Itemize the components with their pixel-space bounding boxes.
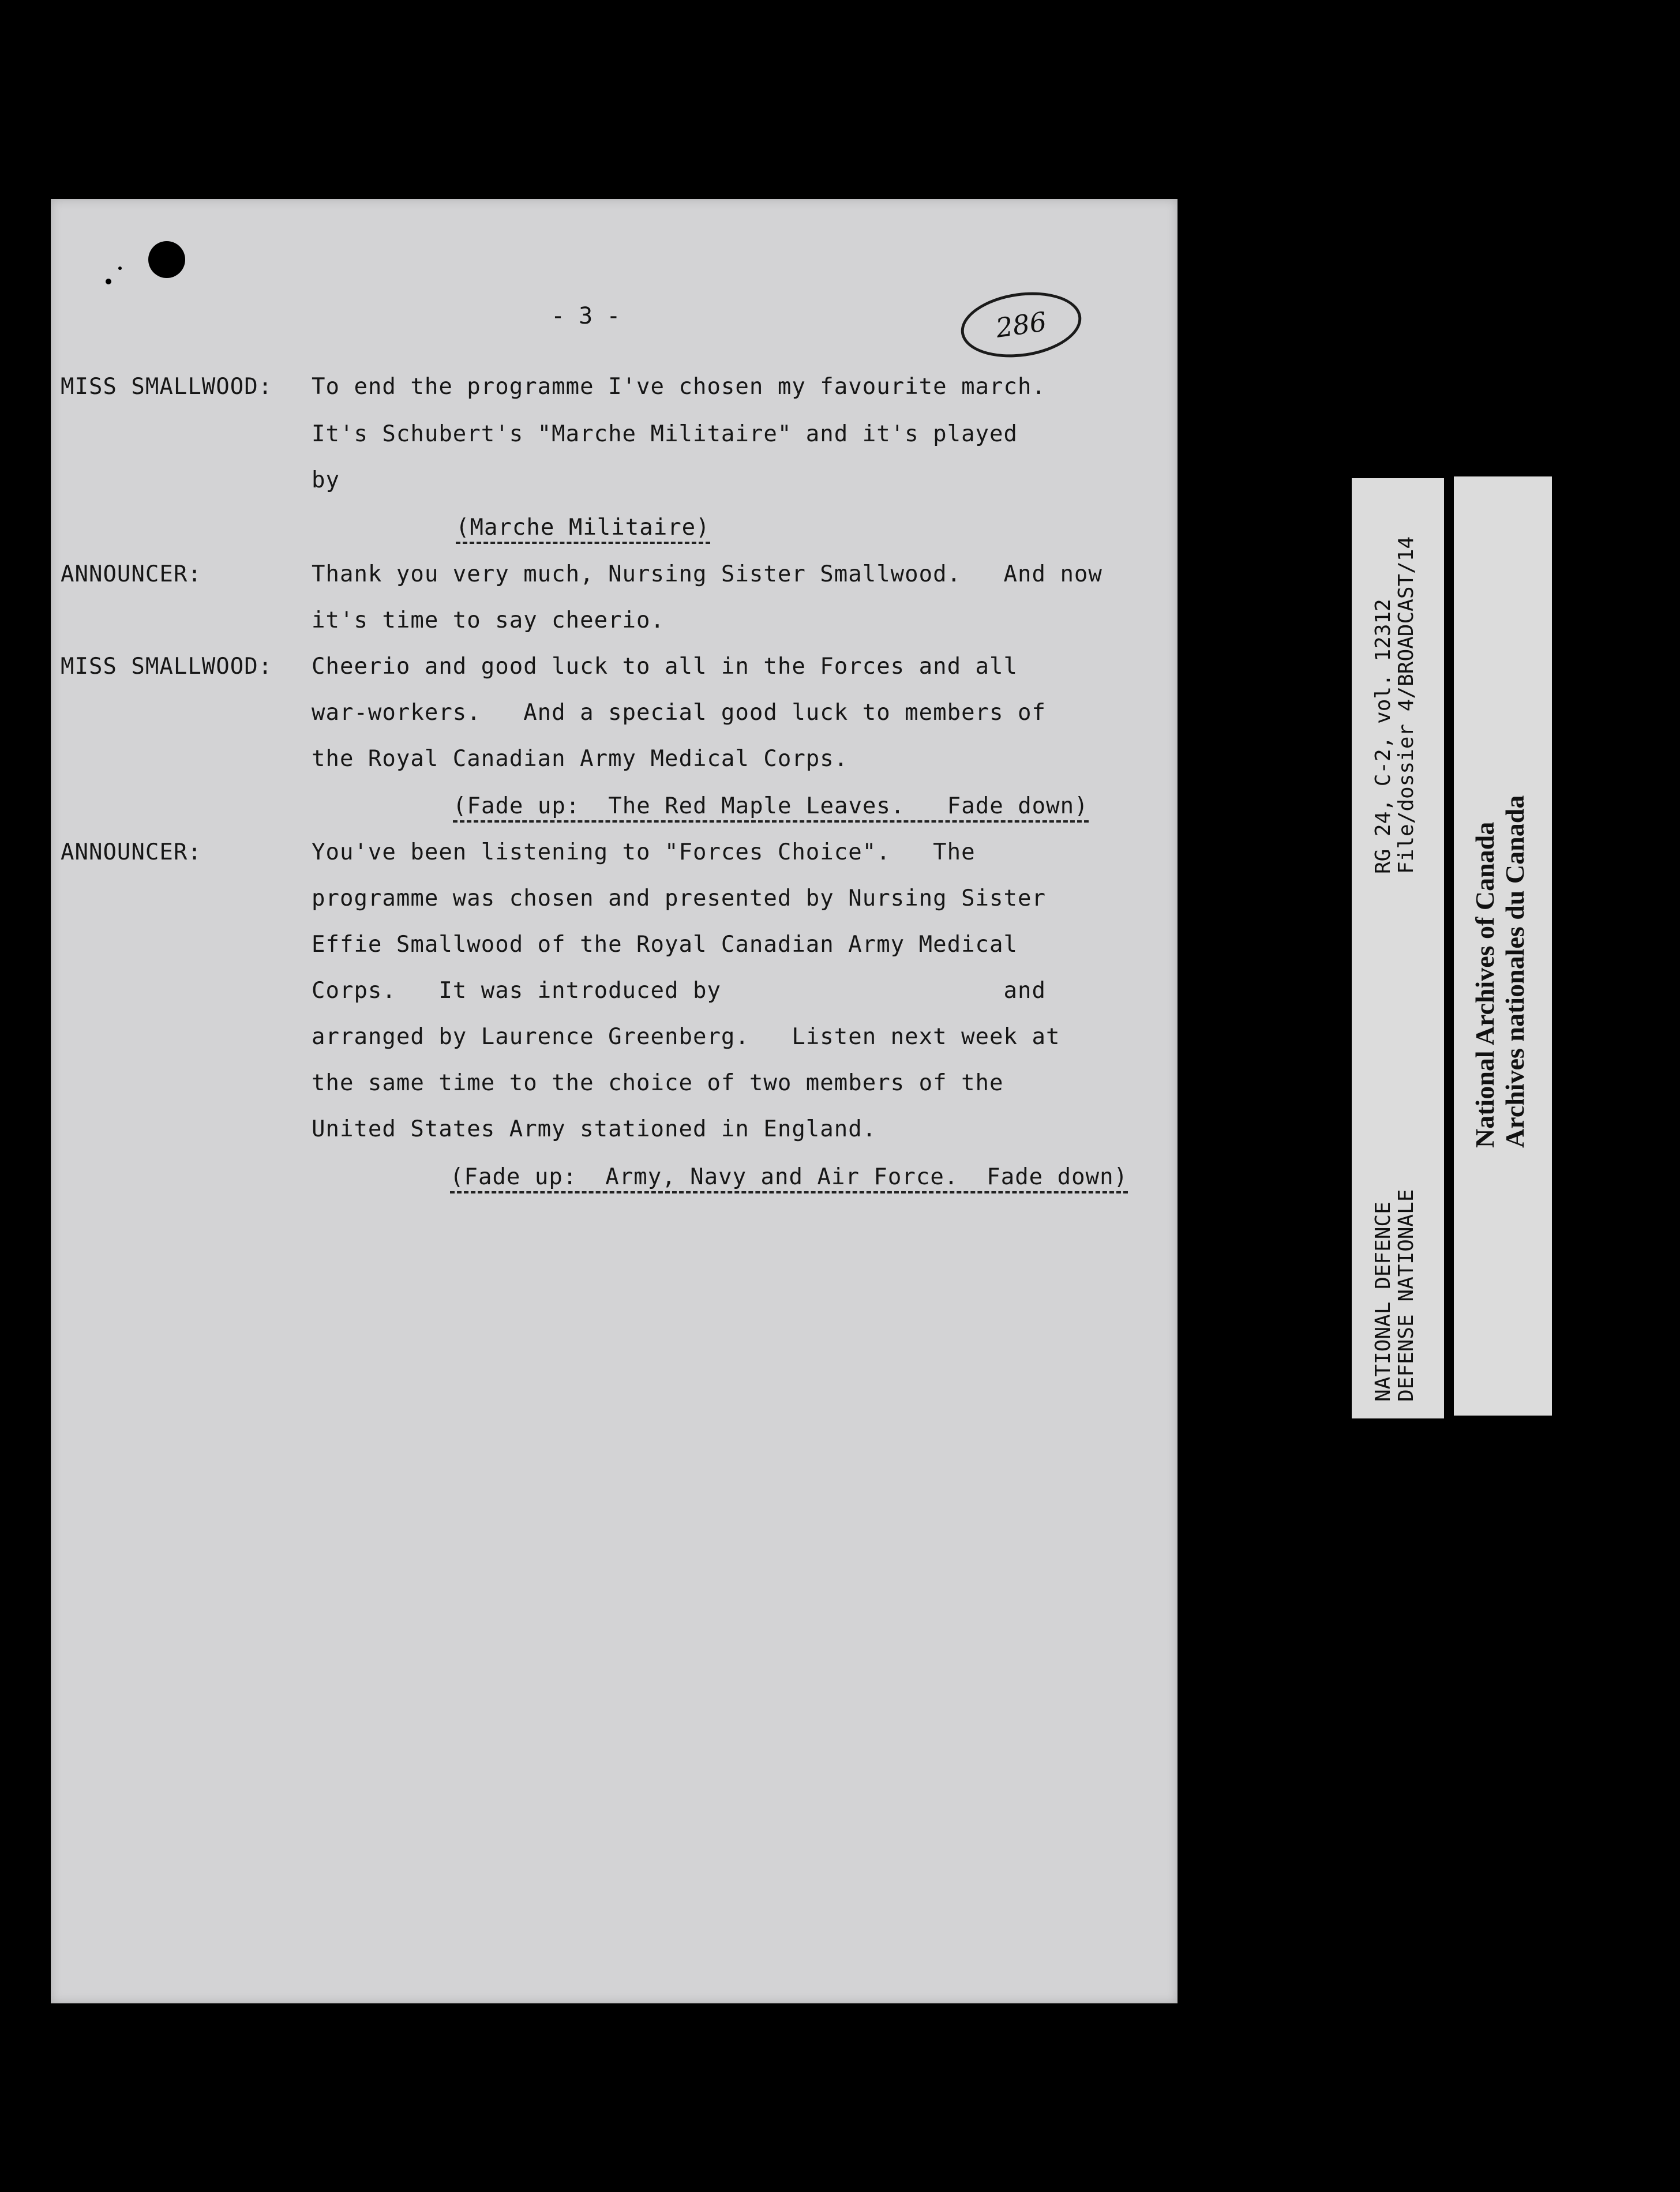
script-line: Corps. It was introduced by and	[312, 978, 1046, 1004]
script-line: Thank you very much, Nursing Sister Smallwood. And now	[312, 561, 1102, 587]
script-line: it's time to say cheerio.	[312, 607, 665, 633]
script-line: war-workers. And a special good luck to members of	[312, 700, 1046, 726]
script-line: programme was chosen and presented by Nursing Sister	[312, 885, 1046, 911]
script-line: the same time to the choice of two members of the	[312, 1070, 1004, 1096]
archive-reference: RG 24, C-2, vol. 12312 File/dossier 4/BROADCAST/14	[1371, 536, 1418, 874]
speaker-label: MISS SMALLWOOD:	[61, 654, 273, 680]
music-cue: (Fade up: Army, Navy and Air Force. Fade down)	[450, 1164, 1128, 1190]
script-line: You've been listening to "Forces Choice". The	[312, 839, 976, 865]
label-divider	[1444, 476, 1454, 1418]
punch-hole	[148, 241, 185, 278]
paper-speck	[106, 279, 111, 284]
paper-speck	[118, 267, 122, 270]
document-page	[51, 199, 1178, 2003]
script-line: To end the programme I've chosen my favourite march.	[312, 374, 1046, 400]
script-line: the Royal Canadian Army Medical Corps.	[312, 746, 849, 772]
script-line: It's Schubert's "Marche Militaire" and it's played	[312, 421, 1018, 447]
speaker-label: ANNOUNCER:	[61, 839, 202, 865]
script-line: Effie Smallwood of the Royal Canadian Army Medical	[312, 932, 1018, 958]
music-cue: (Marche Militaire)	[456, 515, 710, 541]
archives-name: National Archives of Canada Archives nationales du Canada	[1470, 795, 1529, 1148]
script-line: arranged by Laurence Greenberg. Listen next week at	[312, 1024, 1060, 1050]
department-label: NATIONAL DEFENCE DEFENSE NATIONALE	[1371, 1189, 1418, 1402]
speaker-label: MISS SMALLWOOD:	[61, 374, 273, 400]
page-number: - 3 -	[551, 303, 621, 329]
folio-stamp: 286	[957, 285, 1085, 365]
script-line: Cheerio and good luck to all in the Forces and all	[312, 654, 1018, 680]
music-cue: (Fade up: The Red Maple Leaves. Fade down)	[453, 793, 1089, 819]
speaker-label: ANNOUNCER:	[61, 561, 202, 587]
script-line: by	[312, 467, 340, 493]
script-line: United States Army stationed in England.	[312, 1116, 877, 1142]
